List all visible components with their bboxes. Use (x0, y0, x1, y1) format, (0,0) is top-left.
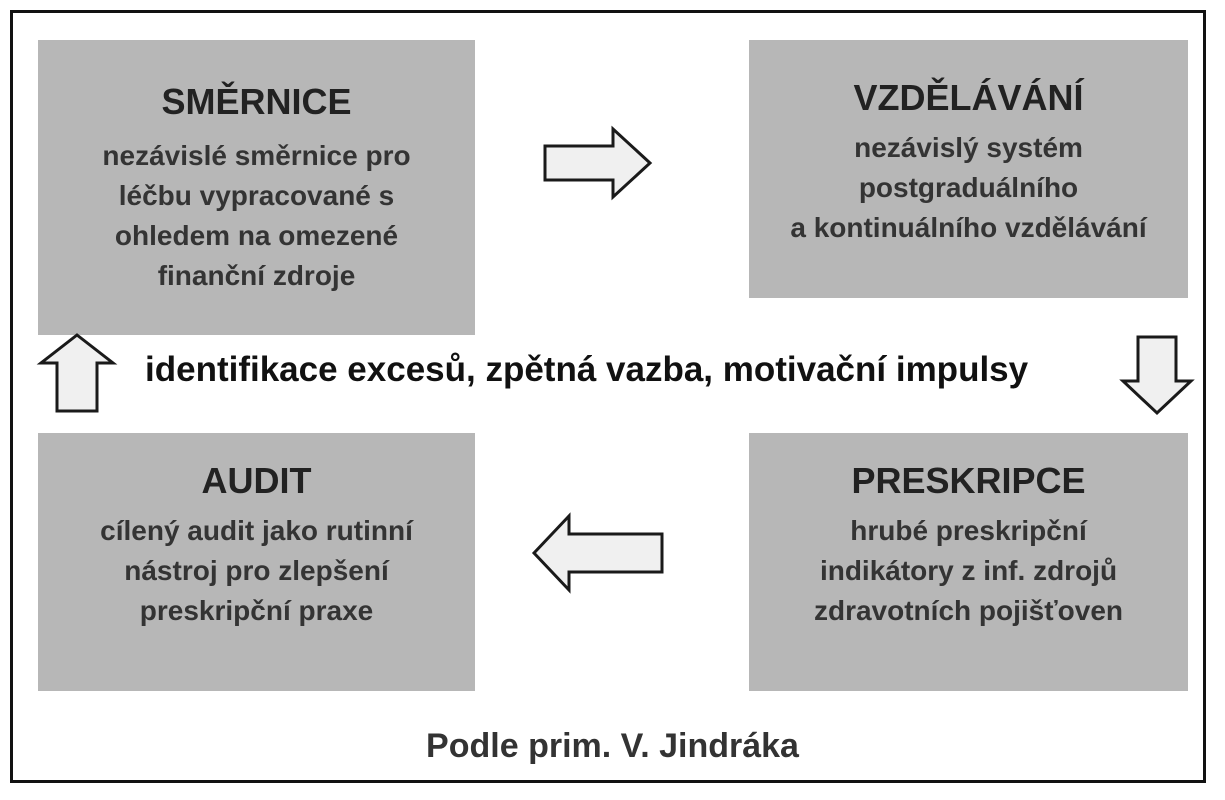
box-vzdelavani-line: postgraduálního (858, 172, 1079, 203)
box-preskripce (749, 433, 1188, 691)
box-vzdelavani-title: VZDĚLÁVÁNÍ (853, 77, 1084, 118)
box-smernice-text (38, 136, 475, 296)
arrow-right-icon (543, 127, 653, 199)
box-smernice-line: nezávislé směrnice pro (102, 140, 411, 171)
box-audit-line: cílený audit jako rutinní (100, 515, 413, 546)
box-smernice-title: SMĚRNICE (161, 81, 352, 122)
source-attribution: Podle prim. V. Jindráka (426, 727, 799, 765)
arrow-up-icon (39, 333, 115, 413)
feedback-label: identifikace excesů, zpětná vazba, motivační impulsy (145, 350, 1029, 389)
box-preskripce-title: PRESKRIPCE (851, 460, 1086, 501)
arrow-left-icon (532, 514, 664, 592)
box-audit-line: nástroj pro zlepšení (124, 555, 389, 586)
box-vzdelavani-line: nezávislý systém (854, 132, 1083, 163)
box-smernice-line: léčbu vypracované s (118, 180, 395, 211)
box-audit (38, 433, 475, 691)
box-vzdelavani-line: a kontinuálního vzdělávání (790, 212, 1147, 243)
box-smernice-line: ohledem na omezené (114, 220, 399, 251)
box-smernice-line: finanční zdroje (157, 260, 356, 291)
box-audit-title: AUDIT (201, 460, 312, 501)
box-audit-line: preskripční praxe (139, 595, 374, 626)
box-audit-text (38, 511, 475, 631)
box-preskripce-line: hrubé preskripční (850, 515, 1087, 546)
box-preskripce-line: indikátory z inf. zdrojů (819, 555, 1118, 586)
box-vzdelavani (749, 40, 1188, 298)
box-preskripce-line: zdravotních pojišťoven (813, 595, 1123, 626)
box-smernice (38, 40, 475, 335)
box-vzdelavani-text (749, 128, 1188, 248)
arrow-down-icon (1121, 335, 1193, 415)
box-preskripce-text (749, 511, 1188, 631)
